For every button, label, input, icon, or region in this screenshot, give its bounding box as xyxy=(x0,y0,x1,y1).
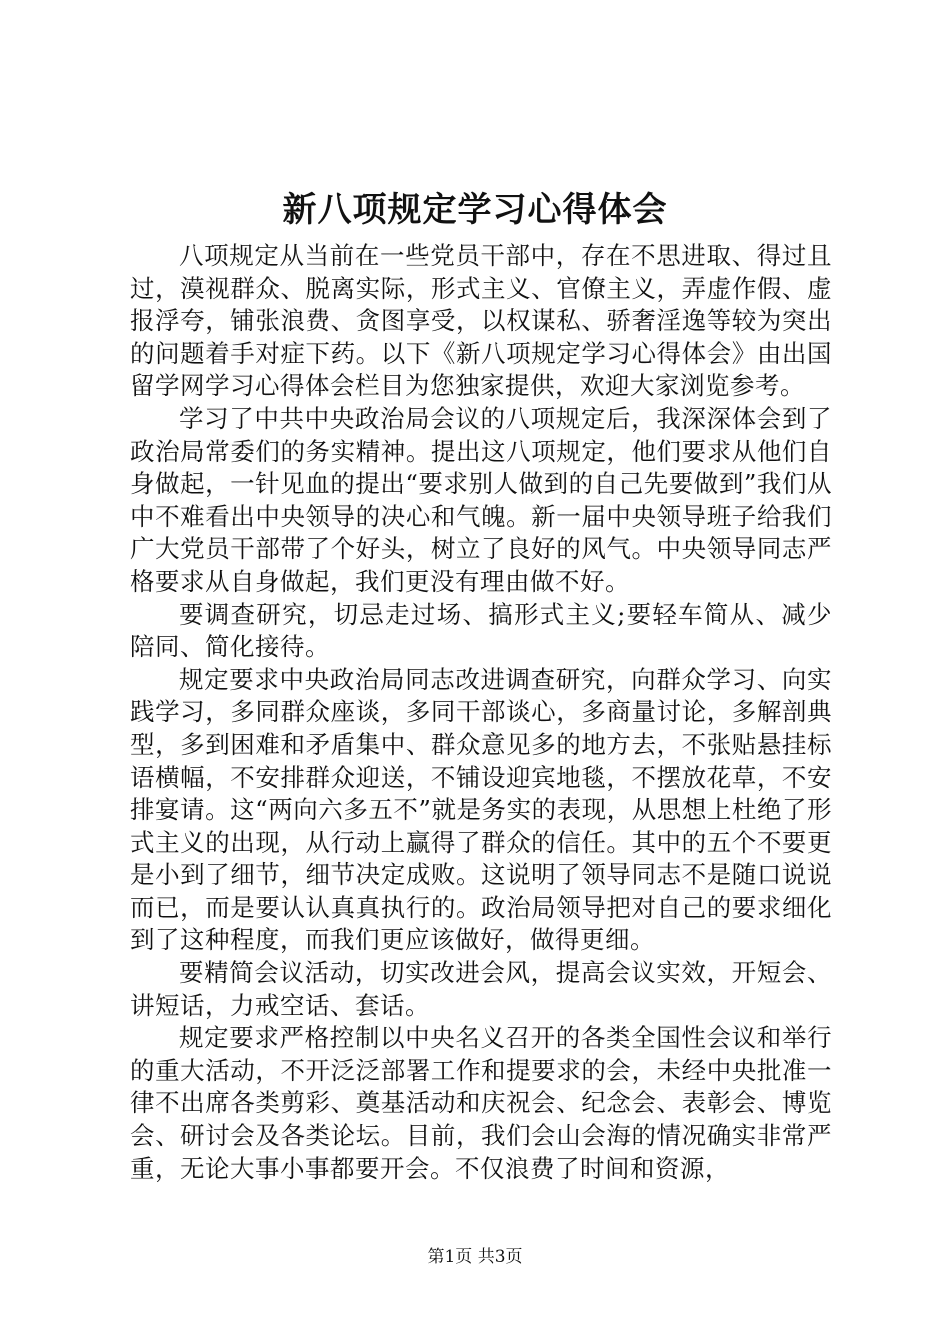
paragraph-investigation-detail: 规定要求中央政治局同志改进调查研究，向群众学习、向实践学习，多同群众座谈，多同干部谈心，多商量讨论，多解剖典型，多到困难和矛盾集中、群众意见多的地方去，不张贴悬挂标语横幅，不安排群众迎送，不铺设迎宾地毯，不摆放花草，不安排宴请。这“两向六多五不”就是务实的表现，从思想上杜绝了形式主义的出现，从行动上赢得了群众的信任。其中的五个不要更是小到了细节，细节决定成败。这说明了领导同志不是随口说说而已，而是要认认真真执行的。政治局领导把对自己的要求细化到了这种程度，而我们更应该做好，做得更细。 xyxy=(130,664,832,955)
paragraph-investigation-heading: 要调查研究，切忌走过场、搞形式主义;要轻车简从、减少陪同、简化接待。 xyxy=(130,599,832,662)
paragraph-meetings-heading: 要精简会议活动，切实改进会风，提高会议实效，开短会、讲短话，力戒空话、套话。 xyxy=(130,958,832,1020)
paragraph-meetings-detail: 规定要求严格控制以中央名义召开的各类全国性会议和举行的重大活动，不开泛泛部署工作和提要求的会，未经中央批准一律不出席各类剪彩、奠基活动和庆祝会、纪念会、表彰会、博览会、研讨会及各类论坛。目前，我们会山会海的情况确实非常严重，无论大事小事都要开会。不仅浪费了时间和资源， xyxy=(130,1023,832,1183)
paragraph-study-reflection: 学习了中共中央政治局会议的八项规定后，我深深体会到了政治局常委们的务实精神。提出这八项规定，他们要求从他们自身做起，一针见血的提出“要求别人做到的自己先要做到”我们从中不难看出中央领导的决心和气魄。新一届中央领导班子给我们广大党员干部带了个好头，树立了良好的风气。中央领导同志严格要求从自身做起，我们更没有理由做不好。 xyxy=(130,403,832,596)
paragraph-intro: 八项规定从当前在一些党员干部中，存在不思进取、得过且过，漠视群众、脱离实际，形式主义、官僚主义，弄虚作假、虚报浮夸，铺张浪费、贪图享受，以权谋私、骄奢淫逸等较为突出的问题着手对症下药。以下《新八项规定学习心得体会》由出国留学网学习心得体会栏目为您独家提供，欢迎大家浏览参考。 xyxy=(130,241,832,401)
document-body xyxy=(130,240,832,1185)
page-footer: 第1页 共3页 xyxy=(427,1247,523,1267)
document-title: 新八项规定学习心得体会 xyxy=(282,190,668,230)
